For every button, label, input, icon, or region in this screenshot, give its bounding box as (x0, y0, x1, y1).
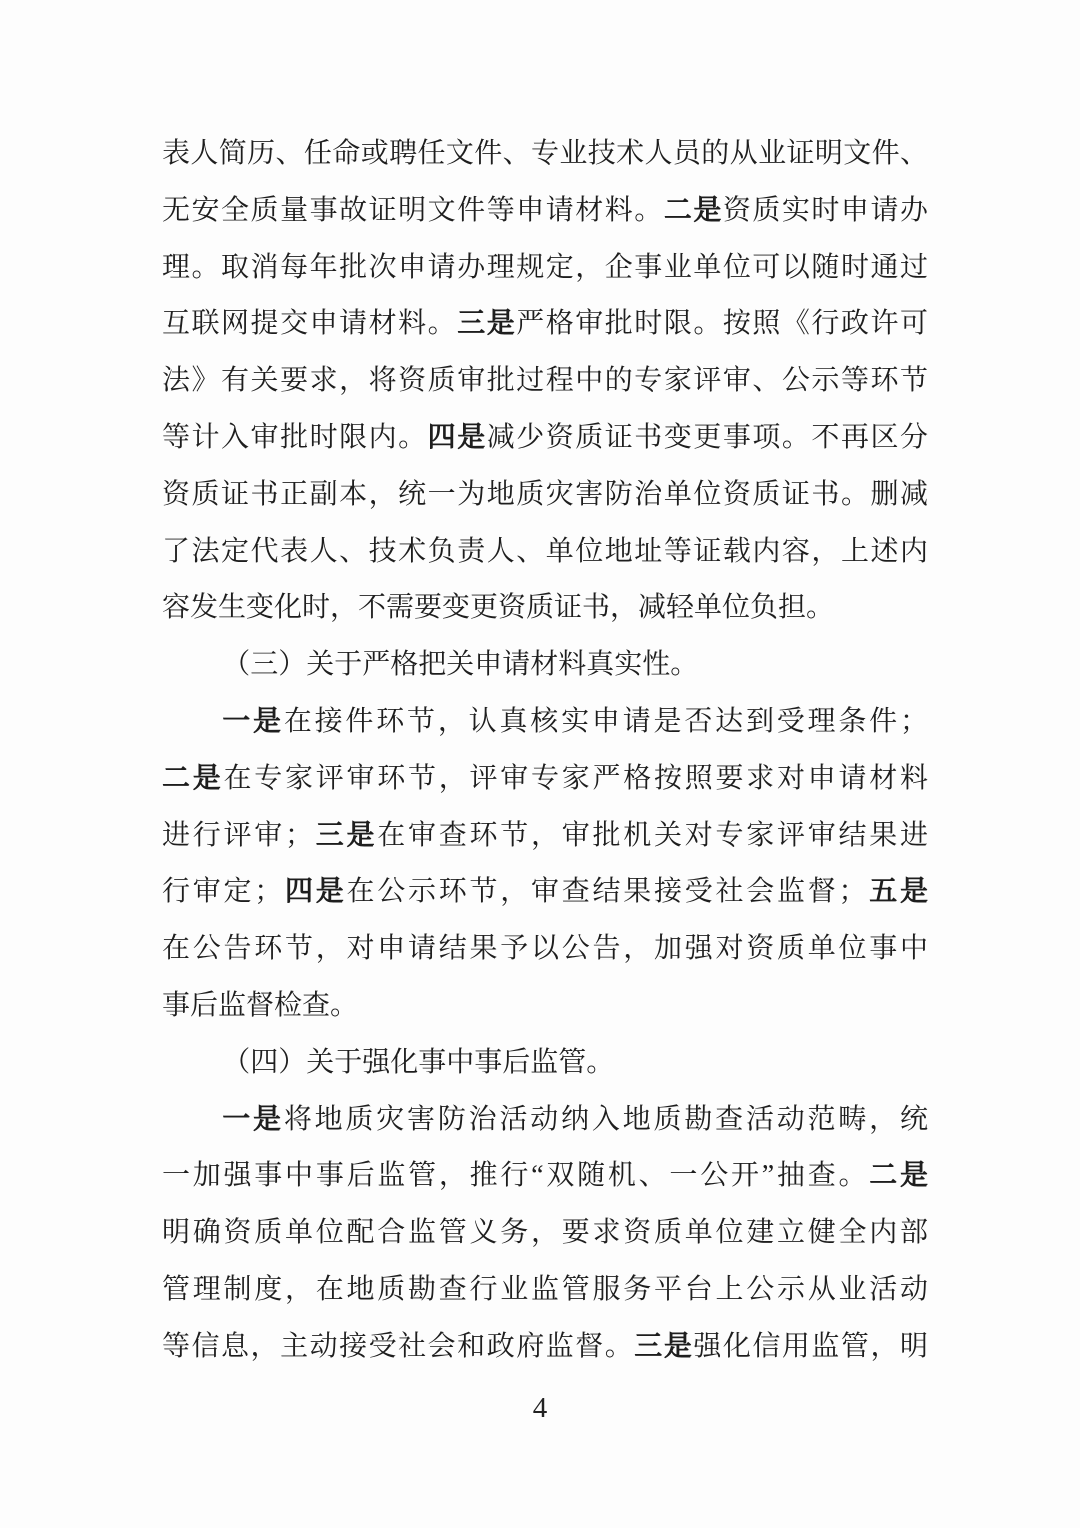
text-line (162, 694, 928, 751)
text-line (162, 183, 928, 240)
text-run: 事后监督检查。 (162, 989, 359, 1021)
text-line (162, 467, 928, 524)
bold-text-run: 三是 (457, 308, 517, 340)
text-line (162, 1092, 928, 1149)
text-line (162, 296, 928, 353)
text-run: 将地质灾害防治活动纳入地质勘查活动范畴，统 (283, 1103, 928, 1135)
text-line (162, 1319, 928, 1376)
text-line (162, 637, 928, 694)
bold-text-run: 二是 (869, 1160, 928, 1192)
text-run: 在接件环节，认真核实申请是否达到受理条件； (283, 705, 928, 737)
text-run: 资质实时申请办 (722, 194, 928, 226)
text-run: 管理制度，在地质勘查行业监管服务平台上公示从业活动 (162, 1273, 928, 1305)
text-line (162, 353, 928, 410)
bold-text-run: 四是 (427, 421, 487, 453)
text-run: 互联网提交申请材料。 (162, 308, 458, 340)
text-run: 明确资质单位配合监管义务，要求资质单位建立健全内部 (162, 1217, 928, 1249)
text-run: （四）关于强化事中事后监管。 (222, 1046, 615, 1078)
text-run: 表人简历、任命或聘任文件、专业技术人员的从业证明文件、 (162, 138, 928, 169)
text-line (162, 978, 928, 1035)
text-line (162, 126, 928, 183)
text-line (162, 1148, 928, 1205)
text-line (162, 808, 928, 865)
text-run: 强化信用监管，明 (693, 1330, 928, 1362)
text-line (162, 580, 928, 637)
bold-text-run: 三是 (313, 819, 378, 851)
text-line (162, 1205, 928, 1262)
text-run: 了法定代表人、技术负责人、单位地址等证载内容，上述内 (162, 535, 928, 567)
bold-text-run: 二是 (162, 762, 224, 794)
text-run: 减少资质证书变更事项。不再区分 (486, 421, 928, 453)
text-run: 进行评审； (162, 819, 313, 851)
text-run: 等计入审批时限内。 (162, 421, 428, 453)
text-run: 在公告环节，对申请结果予以公告，加强对资质单位事中 (162, 933, 928, 965)
text-run: 在专家评审环节，评审专家严格按照要求对申请材料 (223, 762, 928, 794)
page-number: 4 (532, 1392, 548, 1424)
bold-text-run: 二是 (663, 194, 723, 226)
text-run: 等信息，主动接受社会和政府监督。 (162, 1330, 635, 1362)
text-line (162, 1035, 928, 1092)
text-run: 理。取消每年批次申请办理规定，企事业单位可以随时通过 (162, 251, 928, 283)
text-run: 在审查环节，审批机关对专家评审结果进 (377, 819, 928, 851)
text-line (162, 921, 928, 978)
text-line (162, 864, 928, 921)
text-run: 无安全质量事故证明文件等申请材料。 (162, 194, 664, 226)
text-line (162, 410, 928, 467)
text-line (162, 751, 928, 808)
text-run: 一加强事中事后监管，推行“双随机、一公开”抽查。 (162, 1160, 870, 1192)
bold-text-run: 一是 (222, 705, 284, 737)
text-run: 资质证书正副本，统一为地质灾害防治单位资质证书。删减 (162, 478, 928, 510)
bold-text-run: 四是 (282, 876, 347, 908)
text-line (162, 240, 928, 297)
text-run: 行审定； (162, 876, 283, 908)
bold-text-run: 五是 (866, 876, 928, 908)
text-run: 容发生变化时，不需要变更资质证书，减轻单位负担。 (162, 592, 835, 624)
bold-text-run: 三是 (634, 1330, 694, 1362)
bold-text-run: 一是 (222, 1103, 284, 1135)
text-line (162, 524, 928, 581)
text-run: （三）关于严格把关申请材料真实性。 (222, 649, 699, 681)
text-line (162, 1262, 928, 1319)
text-run: 在公示环节，审查结果接受社会监督； (346, 876, 867, 908)
text-run: 严格审批时限。按照《行政许可 (516, 308, 928, 340)
document-body (162, 126, 928, 1376)
text-run: 法》有关要求，将资质审批过程中的专家评审、公示等环节 (162, 365, 928, 397)
